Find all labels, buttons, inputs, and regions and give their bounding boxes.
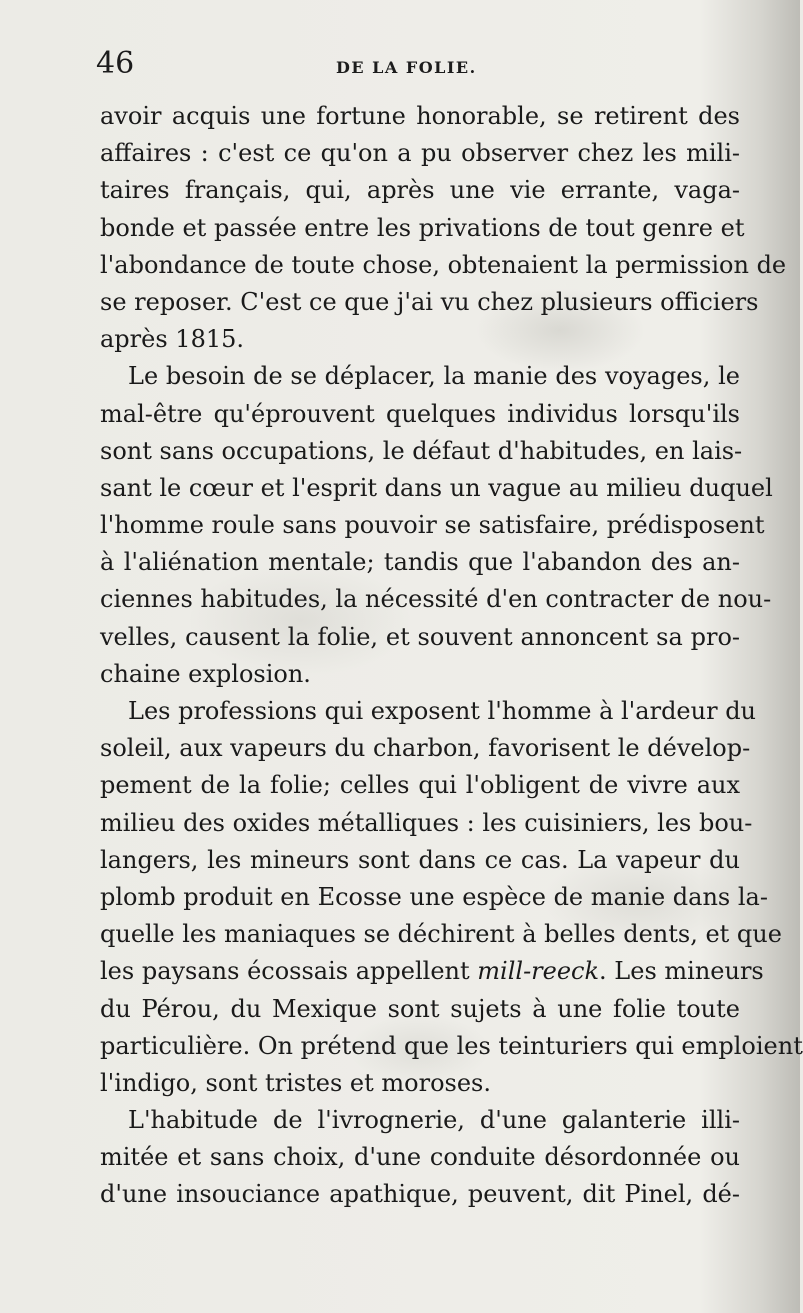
text-line: affaires : c'est ce qu'on a pu observer chez les mili- — [100, 139, 740, 168]
text-line: l'abondance de toute chose, obtenaient la permission de — [100, 250, 787, 279]
text-line: du Pérou, du Mexique sont sujets à une folie toute — [100, 994, 740, 1023]
text-line: l'indigo, sont tristes et moroses. — [100, 1068, 491, 1097]
text-line-mixed — [100, 953, 764, 990]
text-line: ciennes habitudes, la nécessité d'en contracter de nou- — [100, 585, 772, 614]
text-line: pement de la folie; celles qui l'obligent de vivre aux — [100, 771, 740, 800]
running-title: DE LA FOLIE. — [336, 58, 477, 77]
text-line: quelle les maniaques se déchirent à belles dents, et que — [100, 920, 782, 949]
text-line: avoir acquis une fortune honorable, se retirent des — [100, 102, 740, 130]
text-line: velles, causent la folie, et souvent annoncent sa pro- — [100, 622, 740, 651]
text-line: langers, les mineurs sont dans ce cas. La vapeur du — [100, 845, 740, 874]
text-line: bonde et passée entre les privations de tout genre et — [100, 213, 745, 242]
text-line: sont sans occupations, le défaut d'habitudes, en lais- — [100, 436, 743, 465]
text-line: se reposer. C'est ce que j'ai vu chez plusieurs officiers — [100, 287, 759, 316]
text-line: mal-être qu'éprouvent quelques individus lorsqu'ils — [100, 399, 740, 428]
text-line: d'une insouciance apathique, peuvent, dit Pinel, dé- — [100, 1180, 740, 1209]
text-line: particulière. On prétend que les teinturiers qui emploient — [100, 1031, 803, 1060]
text-line: soleil, aux vapeurs du charbon, favorisent le dévelop- — [100, 734, 751, 763]
text-line: taires français, qui, après une vie errante, vaga- — [100, 176, 740, 205]
text-line: Les professions qui exposent l'homme à l'ardeur du — [128, 697, 757, 725]
text-line: chaine explosion. — [100, 659, 311, 688]
text-line: mitée et sans choix, d'une conduite désordonnée ou — [100, 1143, 740, 1172]
text-segment: . Les mineurs — [599, 957, 764, 986]
page-number: 46 — [96, 46, 135, 81]
text-line: milieu des oxides métalliques : les cuisiniers, les bou- — [100, 808, 753, 837]
text-line: Le besoin de se déplacer, la manie des voyages, le — [128, 362, 740, 391]
text-line: à l'aliénation mentale; tandis que l'abandon des an- — [100, 548, 740, 577]
page-header — [96, 46, 736, 86]
text-segment: les paysans écossais appellent — [100, 957, 470, 986]
text-line: plomb produit en Ecosse une espèce de manie dans la- — [100, 882, 768, 911]
text-line: après 1815. — [100, 325, 244, 354]
body-text — [100, 98, 803, 1214]
italic-term: mill-reeck — [477, 957, 600, 986]
text-line: sant le cœur et l'esprit dans un vague au milieu duquel — [100, 473, 773, 502]
text-line: l'homme roule sans pouvoir se satisfaire, prédisposent — [100, 511, 765, 540]
text-line: L'habitude de l'ivrognerie, d'une galanterie illi- — [128, 1106, 740, 1135]
